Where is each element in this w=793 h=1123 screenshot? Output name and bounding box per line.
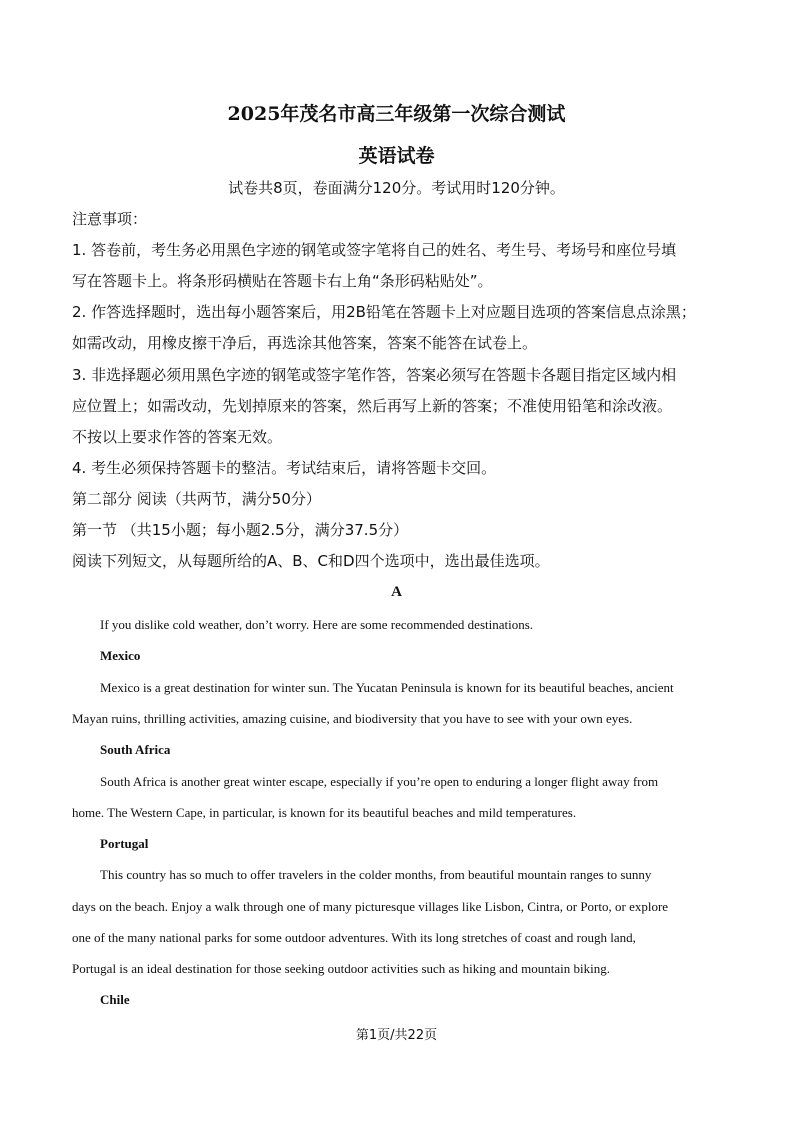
note-item-3-line-1: 3. 非选择题必须用黑色字迹的钢笔或签字笔作答，答案必须写在答题卡各题目指定区域内相 [72, 366, 677, 384]
note-item-3-line-3: 不按以上要求作答的答案无效。 [72, 428, 283, 446]
heading-south-africa: South Africa [100, 742, 171, 757]
section-instruction: 阅读下列短文，从每题所给的A、B、C和D四个选项中，选出最佳选项。 [72, 552, 550, 570]
note-item-2-line-1: 2. 作答选择题时，选出每小题答案后，用2B铅笔在答题卡上对应题目选项的答案信息点涂黑； [72, 303, 696, 321]
mexico-line-2: Mayan ruins, thrilling activities, amazing cuisine, and biodiversity that you have to see with your own eyes. [72, 711, 633, 726]
portugal-line-1: This country has so much to offer travelers in the colder months, from beautiful mountain ranges to sunny [100, 867, 652, 882]
note-item-1-line-1: 1. 答卷前，考生务必用黑色字迹的钢笔或签字笔将自己的姓名、考生号、考场号和座位号填 [72, 241, 677, 259]
heading-chile: Chile [100, 992, 130, 1007]
portugal-line-4: Portugal is an ideal destination for those seeking outdoor activities such as hiking and mountain biking. [72, 961, 610, 976]
page-number: 第1页/共22页 [355, 1028, 438, 1043]
passage-letter: A [391, 584, 402, 600]
section-title: 第一节 （共15小题；每小题2.5分，满分37.5分） [72, 521, 409, 539]
exam-title: 2025年茂名市高三年级第一次综合测试 [227, 103, 566, 125]
part-title: 第二部分 阅读（共两节，满分50分） [72, 490, 321, 508]
note-item-3-line-2: 应位置上；如需改动，先划掉原来的答案，然后再写上新的答案；不准使用铅笔和涂改液。 [72, 397, 673, 415]
portugal-line-2: days on the beach. Enjoy a walk through one of many picturesque villages like Lisbon, Cintra, or Porto, or explore [72, 899, 669, 914]
mexico-line-1: Mexico is a great destination for winter sun. The Yucatan Peninsula is known for its beautiful beaches, ancient [100, 680, 674, 695]
note-item-1-line-2: 写在答题卡上。将条形码横贴在答题卡右上角“条形码粘贴处”。 [72, 272, 493, 290]
portugal-line-3: one of the many national parks for some outdoor adventures. With its long stretches of coast and rough land, [72, 930, 636, 945]
notes-heading: 注意事项： [72, 210, 148, 228]
exam-info: 试卷共8页，卷面满分120分。考试用时120分钟。 [228, 179, 565, 197]
south-africa-line-2: home. The Western Cape, in particular, is known for its beautiful beaches and mild temperatures. [72, 805, 577, 820]
south-africa-line-1: South Africa is another great winter escape, especially if you’re open to enduring a longer flight away from [100, 774, 659, 789]
heading-mexico: Mexico [100, 648, 141, 663]
note-item-2-line-2: 如需改动，用橡皮擦干净后，再选涂其他答案，答案不能答在试卷上。 [72, 334, 538, 352]
note-item-4: 4. 考生必须保持答题卡的整洁。考试结束后，请将答题卡交回。 [72, 459, 497, 477]
passage-intro: If you dislike cold weather, don’t worry. Here are some recommended destinations. [100, 617, 534, 632]
exam-subtitle: 英语试卷 [358, 145, 435, 167]
heading-portugal: Portugal [100, 836, 149, 851]
